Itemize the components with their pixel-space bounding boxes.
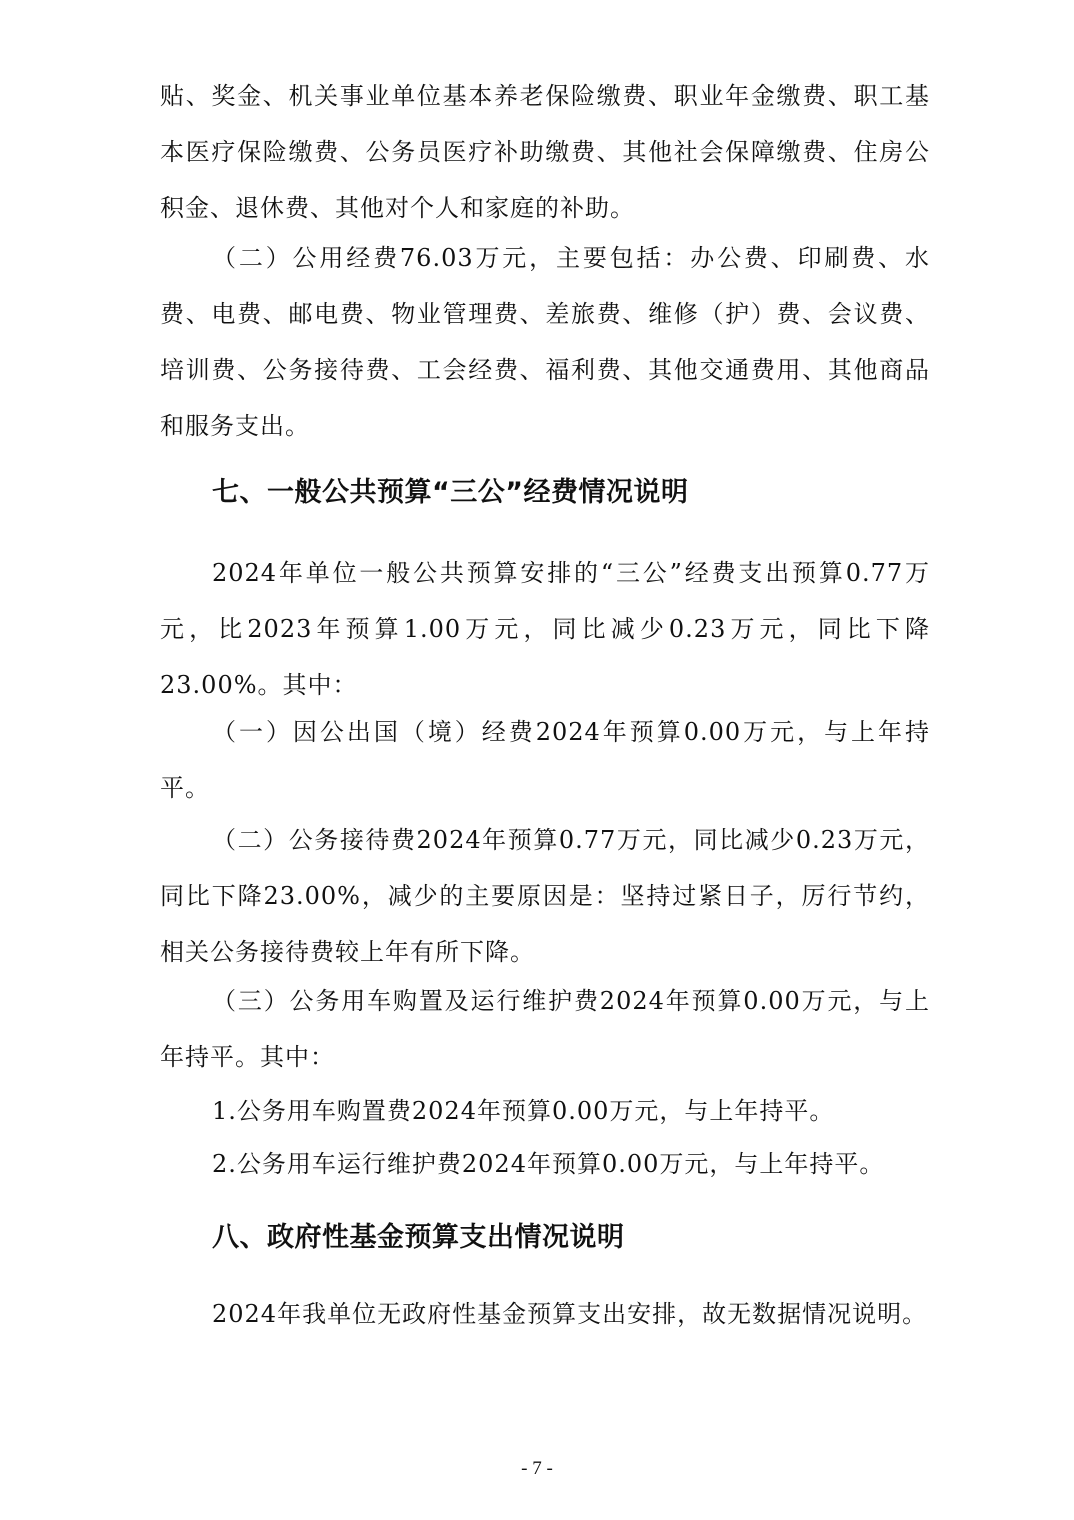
paragraph-overseas-travel: （一）因公出国（境）经费2024年预算0.00万元，与上年持平。 — [160, 718, 930, 802]
paragraph-vehicle-maintenance: 2.公务用车运行维护费2024年预算0.00万元，与上年持平。 — [212, 1150, 885, 1178]
paragraph-official-reception: （二）公务接待费2024年预算0.77万元，同比减少0.23万元，同比下降23.00%，减少的主要原因是：坚持过紧日子，厉行节约，相关公务接待费较上年有所下降。 — [160, 826, 930, 966]
section-heading-government-funds: 八、政府性基金预算支出情况说明 — [212, 1222, 625, 1253]
section-heading-three-public-expenses: 七、一般公共预算“三公”经费情况说明 — [212, 477, 689, 508]
paragraph-government-funds: 2024年我单位无政府性基金预算支出安排，故无数据情况说明。 — [212, 1300, 928, 1328]
paragraph-three-public-summary: 2024年单位一般公共预算安排的“三公”经费支出预算0.77万元，比2023年预算1.00万元，同比减少0.23万元，同比下降23.00%。其中： — [160, 559, 930, 699]
page-number: - 7 - — [521, 1458, 553, 1479]
paragraph-official-vehicles: （三）公务用车购置及运行维护费2024年预算0.00万元，与上年持平。其中： — [160, 987, 930, 1071]
paragraph-vehicle-purchase: 1.公务用车购置费2024年预算0.00万元，与上年持平。 — [212, 1097, 835, 1125]
paragraph-public-expenses: （二）公用经费76.03万元，主要包括：办公费、印刷费、水费、电费、邮电费、物业管理费、差旅费、维修（护）费、会议费、培训费、公务接待费、工会经费、福利费、其他交通费用、其他商品和服务支出。 — [160, 244, 930, 440]
paragraph-personnel-expenses-continued: 贴、奖金、机关事业单位基本养老保险缴费、职业年金缴费、职工基本医疗保险缴费、公务员医疗补助缴费、其他社会保障缴费、住房公积金、退休费、其他对个人和家庭的补助。 — [160, 82, 930, 222]
